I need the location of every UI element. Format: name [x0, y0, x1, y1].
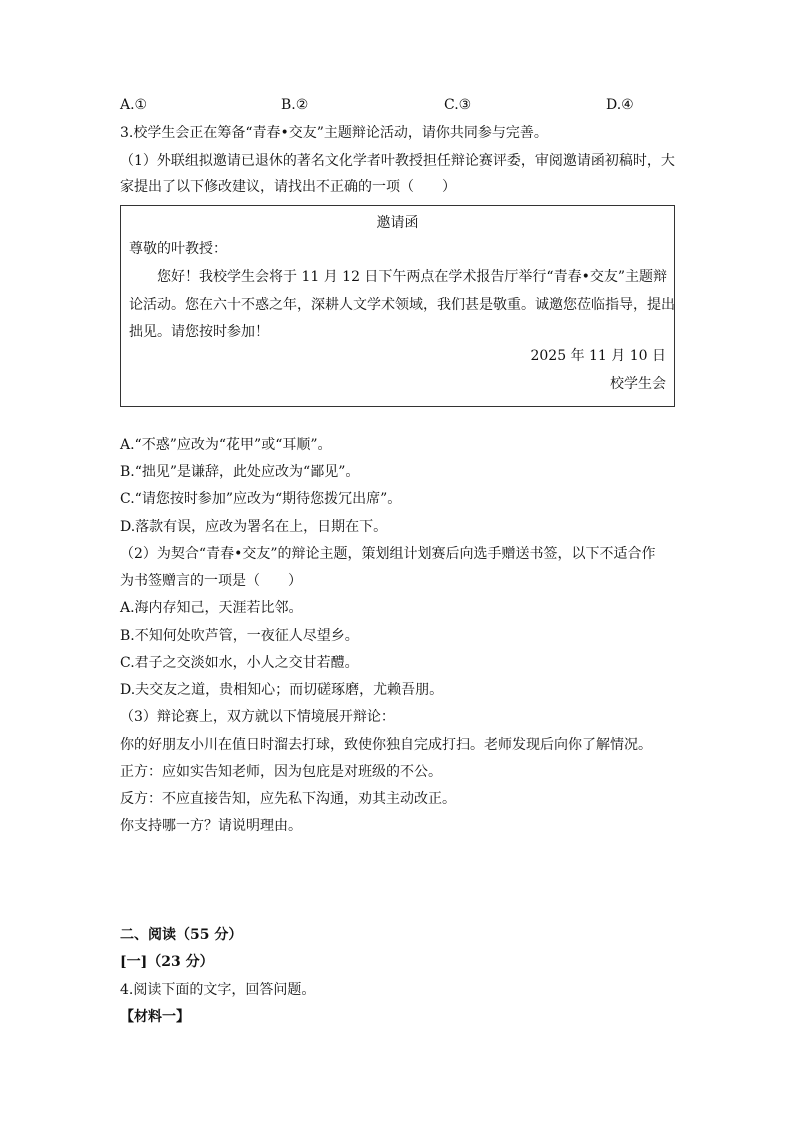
- sub1-option-a: A.“不惑”应改为“花甲”或“耳顺”。: [120, 437, 332, 453]
- q3-sub1-line1: （1）外联组拟邀请已退休的著名文化学者叶教授担任辩论赛评委，审阅邀请函初稿时，大: [120, 153, 675, 169]
- letter-body-line2: 论活动。您在六十不惑之年，深耕人文学术领域，我们甚是敬重。诚邀您莅临指导，提出: [129, 297, 675, 313]
- q3-sub1-line2: 家提出了以下修改建议，请找出不正确的一项（ ）: [120, 179, 456, 195]
- sub1-option-c: C.“请您按时参加”应改为“期待您拨冗出席”。: [120, 491, 402, 507]
- sub2-option-b: B.不知何处吹芦管，一夜征人尽望乡。: [120, 628, 359, 644]
- option-d: D.④: [606, 97, 634, 113]
- sub1-option-d: D.落款有误，应改为署名在上，日期在下。: [120, 519, 388, 535]
- q3-sub3-line2: 你的好朋友小川在值日时溜去打球，致使你独自完成打扫。老师发现后向你了解情况。: [120, 737, 652, 753]
- q3-sub3-line5: 你支持哪一方？请说明理由。: [120, 818, 302, 834]
- q3-sub3-line4: 反方：不应直接告知，应先私下沟通，劝其主动改正。: [120, 791, 456, 807]
- q3-sub3-line1: （3）辩论赛上，双方就以下情境展开辩论：: [120, 709, 395, 725]
- q3-sub2-line1: （2）为契合“青春•交友”的辩论主题，策划组计划赛后向选手赠送书签，以下不适合作: [120, 546, 656, 562]
- q3-stem: 3.校学生会正在筹备“青春•交友”主题辩论活动，请你共同参与完善。: [120, 125, 548, 141]
- sub2-option-c: C.君子之交淡如水，小人之交甘若醴。: [120, 655, 359, 671]
- option-c: C.③: [444, 97, 472, 113]
- invitation-letter-box: [120, 205, 675, 407]
- material1-label: 【材料一】: [120, 1009, 190, 1025]
- letter-body-line3: 拙见。请您按时参加！: [129, 324, 269, 340]
- section2-part1: [一]（23 分）: [120, 954, 214, 970]
- sub1-option-b: B.“拙见”是谦辞，此处应改为“鄙见”。: [120, 464, 360, 480]
- letter-body-line1: 您好！我校学生会将于 11 月 12 日下午两点在学术报告厅举行“青春•交友”主题辩: [157, 269, 668, 285]
- letter-greeting: 尊敬的叶教授：: [129, 241, 227, 257]
- letter-date: 2025 年 11 月 10 日: [530, 348, 666, 364]
- option-b: B.②: [281, 97, 309, 113]
- letter-title: 邀请函: [376, 215, 419, 231]
- sub2-option-a: A.海内存知己，天涯若比邻。: [120, 600, 303, 616]
- section2-heading: 二、阅读（55 分）: [120, 927, 243, 943]
- sub2-option-d: D.夫交友之道，贵相知心；而切磋琢磨，尤赖吾朋。: [120, 682, 444, 698]
- letter-signature: 校学生会: [610, 376, 666, 392]
- q3-sub2-line2: 为书签赠言的一项是（ ）: [120, 573, 302, 589]
- q3-sub3-line3: 正方：应如实告知老师，因为包庇是对班级的不公。: [120, 764, 442, 780]
- option-a: A.①: [120, 97, 148, 113]
- options-row: [120, 96, 680, 114]
- q4-stem: 4.阅读下面的文字，回答问题。: [120, 982, 316, 998]
